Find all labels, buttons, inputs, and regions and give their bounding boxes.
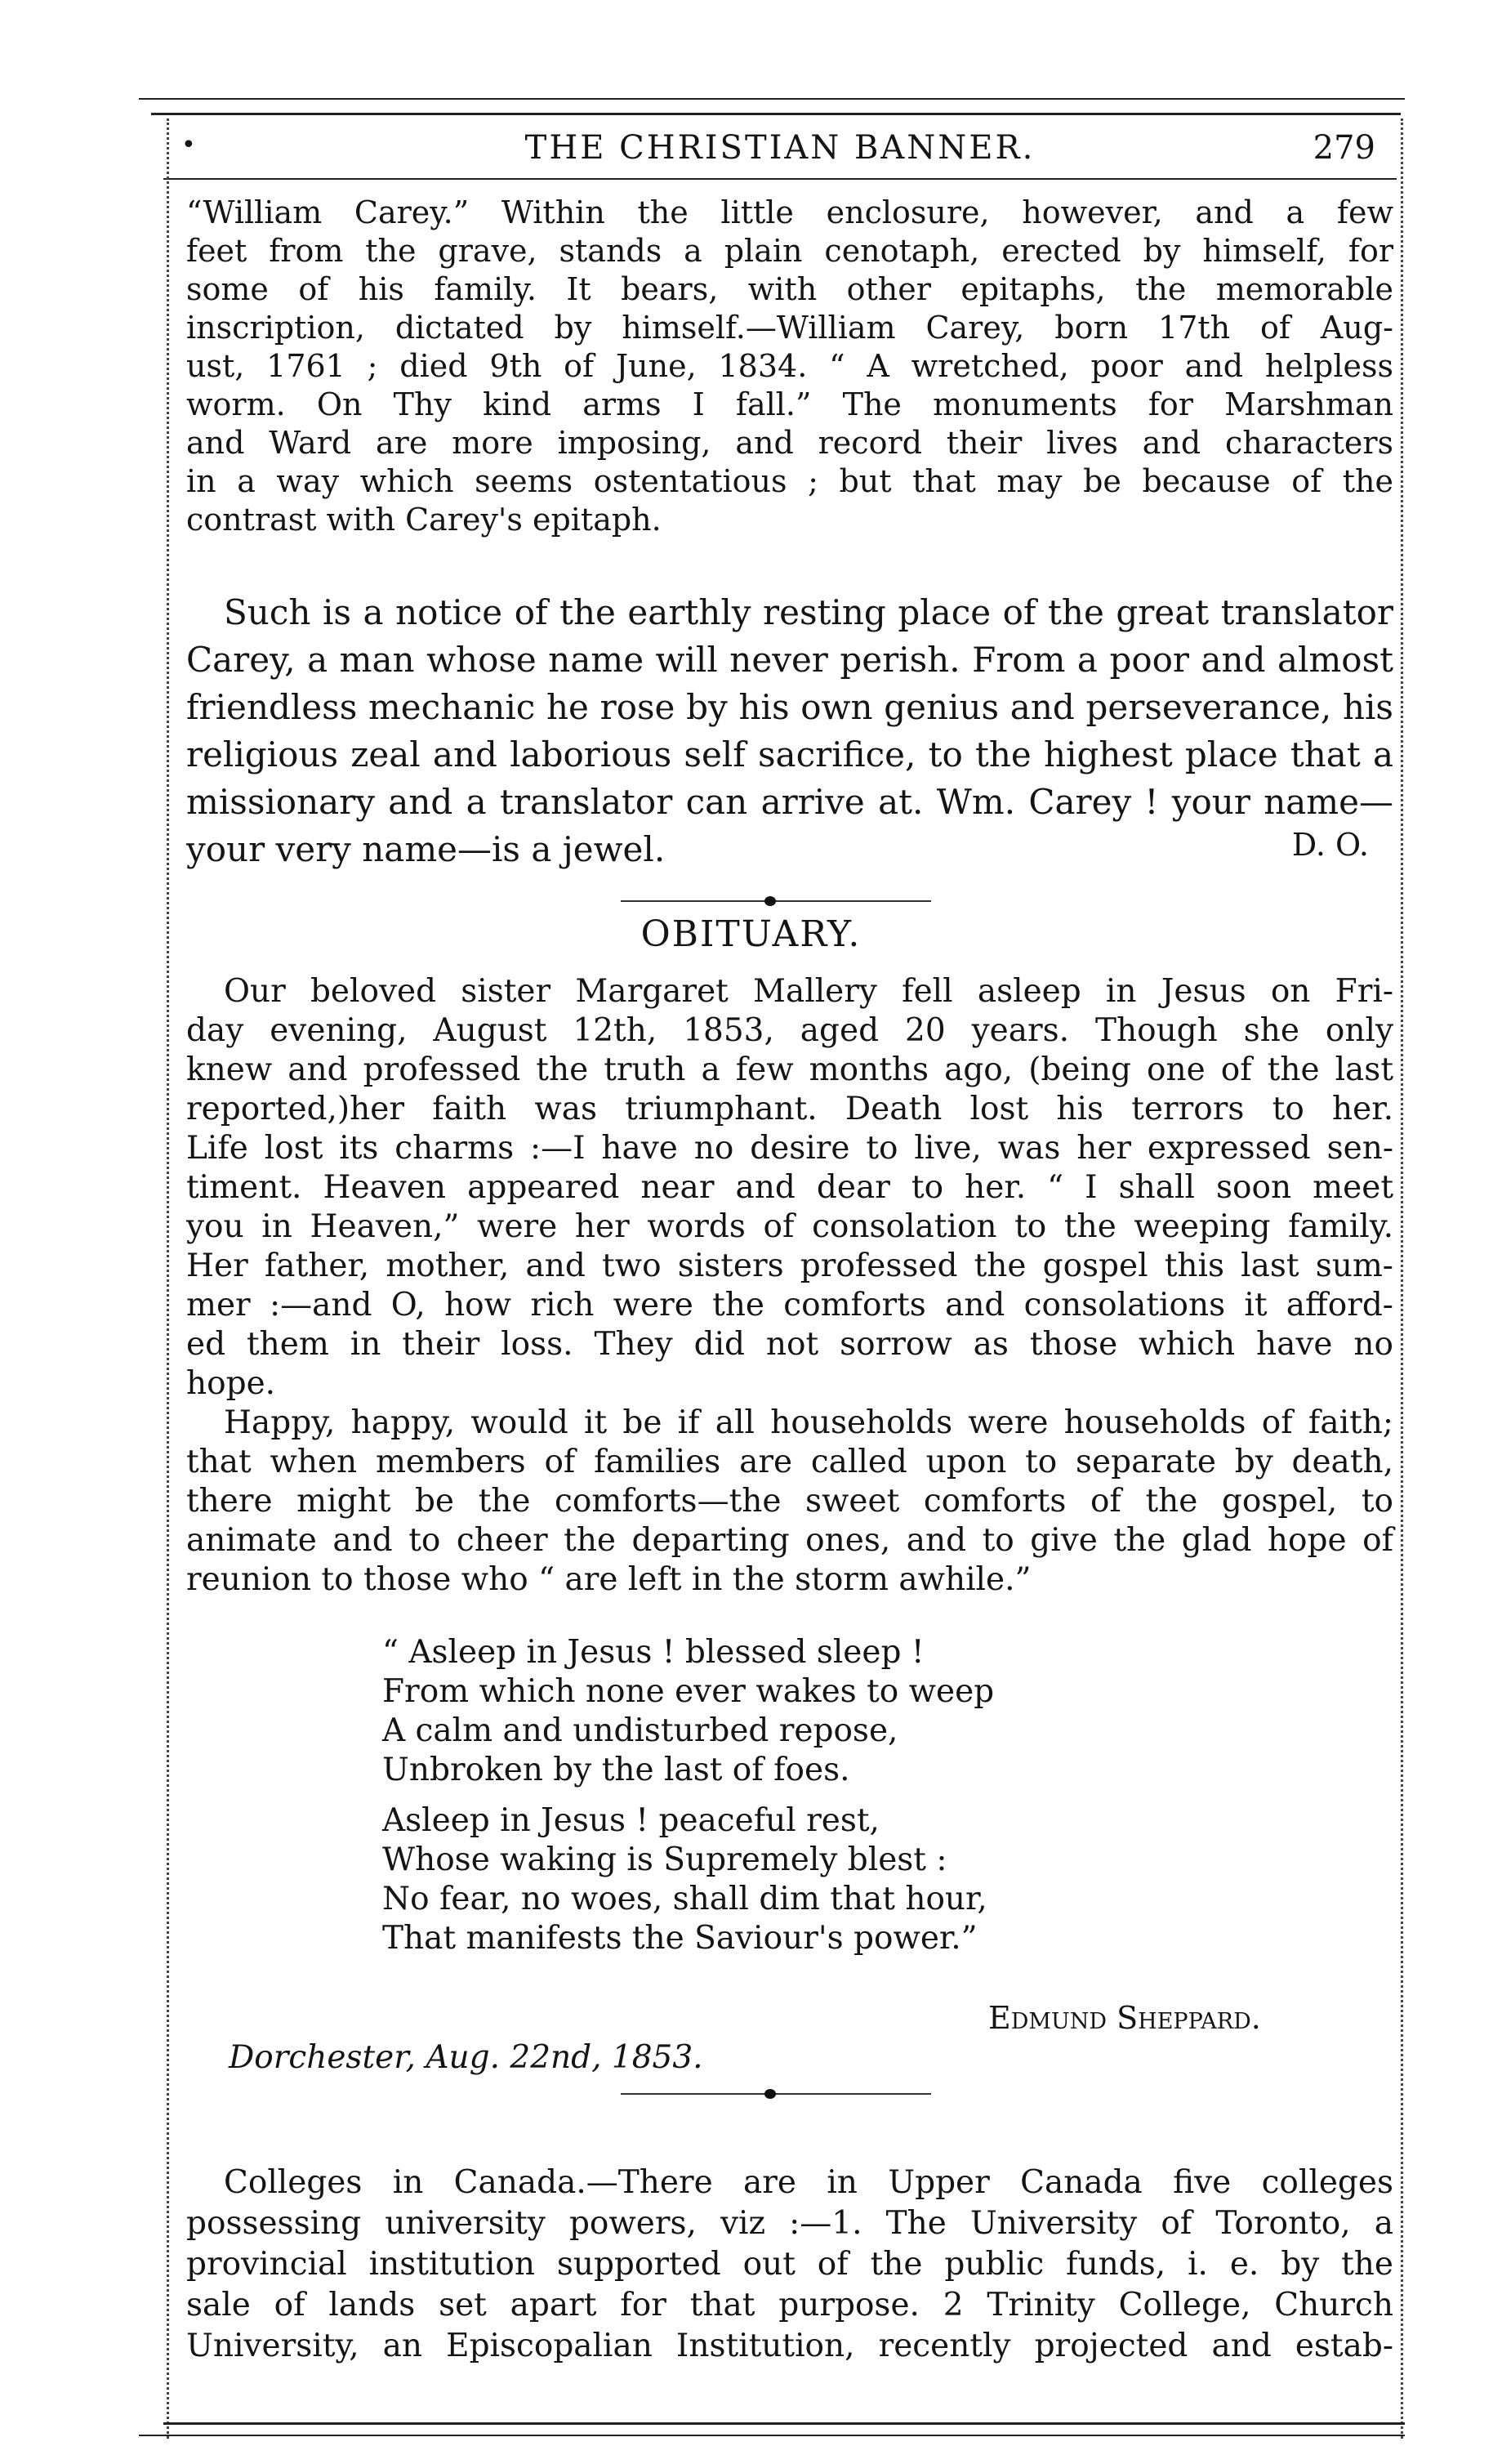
page-number: 279	[1313, 129, 1375, 167]
text-line: worm. On Thy kind arms I fall.” The monuments for Marshman	[186, 386, 1393, 422]
text-line: University, an Episcopalian Institution, recently projected and estab-	[186, 2328, 1393, 2364]
text-line: ust, 1761 ; died 9th of June, 1834. “ A wretched, poor and helpless	[186, 348, 1393, 384]
bottom-border-rule-double	[139, 2435, 1405, 2436]
running-header	[172, 123, 1388, 172]
poem-line: That manifests the Saviour's power.”	[382, 1920, 978, 1957]
colleges-paragraph	[186, 2163, 1393, 2376]
poem-line: A calm and undisturbed repose,	[382, 1712, 898, 1749]
text-line: inscription, dictated by himself.—William Carey, born 17th of Aug-	[186, 310, 1393, 346]
divider-dot	[764, 2089, 776, 2099]
journal-title: THE CHRISTIAN BANNER.	[524, 129, 1036, 167]
text-line: missionary and a translator can arrive at. Wm. Carey ! your name—	[186, 782, 1393, 822]
text-line: your very name—is a jewel.	[186, 829, 666, 869]
text-line: there might be the comforts—the sweet comforts of the gospel, to	[186, 1483, 1393, 1520]
text-line: Colleges in Canada.—There are in Upper Canada five colleges	[224, 2164, 1393, 2201]
poem-line: Asleep in Jesus ! peaceful rest,	[382, 1802, 880, 1839]
text-line: religious zeal and laborious self sacrifice, to the highest place that a	[186, 734, 1393, 774]
text-line: animate and to cheer the departing ones, and to give the glad hope of	[186, 1522, 1393, 1559]
text-line: ed them in their loss. They did not sorrow as those which have no	[186, 1326, 1393, 1363]
text-line: sale of lands set apart for that purpose. 2 Trinity College, Church	[186, 2287, 1393, 2323]
text-line: knew and professed the truth a few months ago, (being one of the last	[186, 1051, 1393, 1088]
text-line: day evening, August 12th, 1853, aged 20 years. Though she only	[186, 1012, 1393, 1049]
section-divider	[621, 900, 931, 902]
text-line: Happy, happy, would it be if all households were households of faith;	[224, 1404, 1393, 1441]
section-divider	[621, 2093, 931, 2095]
text-line: Such is a notice of the earthly resting place of the great translator	[224, 592, 1393, 632]
text-line: feet from the grave, stands a plain cenotaph, erected by himself, for	[186, 233, 1393, 269]
text-line: Her father, mother, and two sisters professed the gospel this last sum-	[186, 1248, 1393, 1284]
poem	[382, 1634, 1117, 1985]
obituary-author: Edmund Sheppard.	[988, 2000, 1261, 2036]
left-margin-line	[167, 118, 169, 2439]
carey-paragraph	[186, 193, 1393, 552]
text-line: Life lost its charms :—I have no desire to live, was her expressed sen-	[186, 1130, 1393, 1167]
top-border-rule-double	[151, 113, 1401, 115]
top-border-rule	[139, 98, 1405, 100]
text-line: in a way which seems ostentatious ; but that may be because of the	[186, 463, 1393, 499]
text-line: possessing university powers, viz :—1. The University of Toronto, a	[186, 2205, 1393, 2242]
text-line: and Ward are more imposing, and record their lives and characters	[186, 425, 1393, 461]
text-line: reunion to those who “ are left in the storm awhile.”	[186, 1561, 1032, 1598]
obituary-dateline: Dorchester, Aug. 22nd, 1853.	[229, 2039, 703, 2076]
text-line: some of his family. It bears, with other epitaphs, the memorable	[186, 271, 1393, 307]
poem-line: Unbroken by the last of foes.	[382, 1752, 850, 1788]
notice-paragraph	[186, 590, 1393, 892]
divider-dot	[764, 896, 776, 906]
poem-line: Whose waking is Supremely blest :	[382, 1841, 947, 1878]
text-line: hope.	[186, 1365, 276, 1402]
text-line: provincial institution supported out of the public funds, i. e. by the	[186, 2246, 1393, 2283]
text-line: reported,)her faith was triumphant. Death lost his terrors to her.	[186, 1091, 1393, 1127]
header-bullet: •	[181, 131, 196, 159]
poem-line: “ Asleep in Jesus ! blessed sleep !	[382, 1634, 925, 1671]
text-line: “William Carey.” Within the little enclosure, however, and a few	[186, 194, 1393, 230]
text-line: mer :—and O, how rich were the comforts and consolations it afford-	[186, 1287, 1393, 1324]
text-line: timent. Heaven appeared near and dear to her. “ I shall soon meet	[186, 1169, 1393, 1206]
text-line: Our beloved sister Margaret Mallery fell asleep in Jesus on Fri-	[224, 973, 1393, 1010]
poem-line: No fear, no woes, shall dim that hour,	[382, 1881, 987, 1917]
text-line: you in Heaven,” were her words of consolation to the weeping family.	[186, 1208, 1393, 1245]
poem-line: From which none ever wakes to weep	[382, 1673, 995, 1710]
text-line: Carey, a man whose name will never perish. From a poor and almost	[186, 640, 1393, 680]
text-line: that when members of families are called upon to separate by death,	[186, 1444, 1393, 1480]
header-underline	[163, 178, 1397, 180]
text-line: friendless mechanic he rose by his own genius and perseverance, his	[186, 687, 1393, 727]
right-margin-line	[1401, 118, 1403, 2439]
obituary-heading: OBITUARY.	[640, 913, 862, 955]
notice-signature: D. O.	[1291, 827, 1369, 863]
text-line: contrast with Carey's epitaph.	[186, 502, 662, 538]
bottom-border-rule	[163, 2422, 1405, 2425]
